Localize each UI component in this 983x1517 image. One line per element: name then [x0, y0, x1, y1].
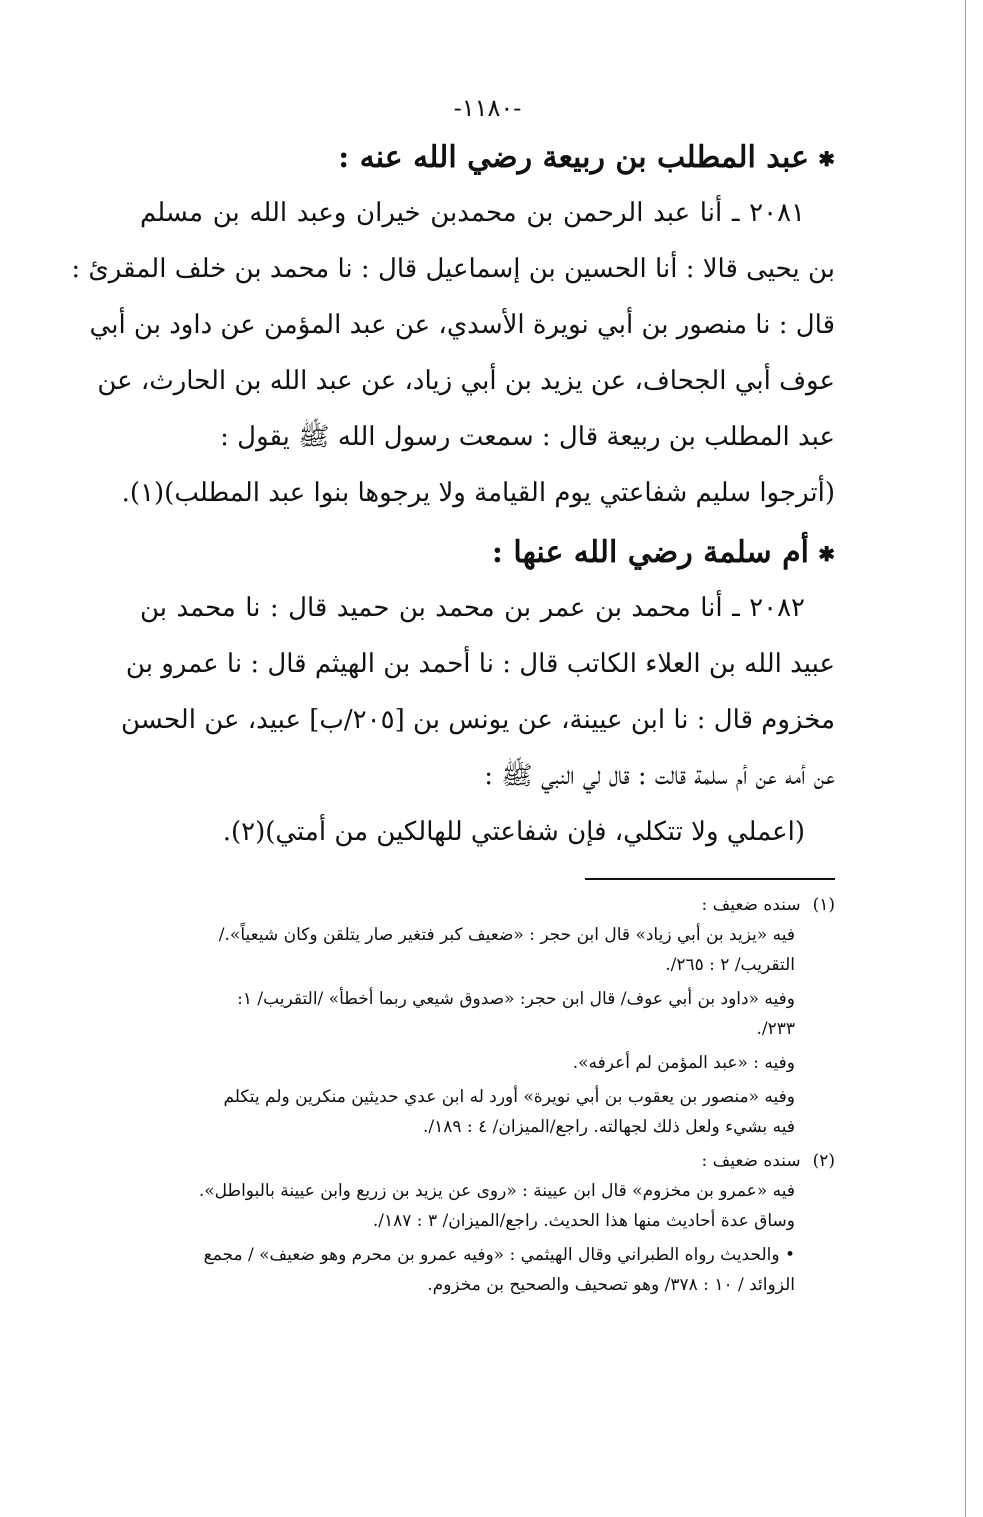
hadith-line: عن أمه عن أم سلمة قالت : قال لي النبي ﷺ :	[484, 761, 835, 791]
footnote-line: وساق عدة أحاديث منها هذا الحديث. راجع/الميزان/ ٣ : ١٨٧/.	[372, 1211, 795, 1231]
hadith-line: قال : نا منصور بن أبي نويرة الأسدي، عن عبد المؤمن عن داود بن أبي	[89, 310, 835, 340]
footnote-line: • والحديث رواه الطبراني وقال الهيثمي : «وفيه عمرو بن محرم وهو ضعيف» / مجمع	[203, 1245, 795, 1265]
footnote-line: التقريب/ ٢ : ٢٦٥/.	[665, 955, 795, 975]
hadith-line: ٢٠٨٢ ـ أنا محمد بن عمر بن محمد بن حميد قال : نا محمد بن	[140, 593, 805, 623]
bullet-star-icon: ✱	[818, 542, 835, 566]
footnote-line: فيه بشيء ولعل ذلك لجهالته. راجع/الميزان/ ٤ : ١٨٩/.	[422, 1117, 795, 1137]
footnote-line: وفيه «منصور بن يعقوب بن أبي نويرة» أورد له ابن عدي حديثين منكرين ولم يتكلم	[223, 1087, 795, 1107]
section-heading-text: أم سلمة رضي الله عنها :	[491, 535, 809, 570]
footnote-line: الزوائد / ١٠ : ٣٧٨/ وهو تصحيف والصحيح بن مخزوم.	[427, 1275, 795, 1295]
footnote-2	[140, 1146, 835, 1300]
hadith-line: عبد المطلب بن ربيعة قال : سمعت رسول الله ﷺ يقول :	[220, 422, 835, 452]
footnote-line: فيه «عمرو بن مخزوم» قال ابن عيينة : «روى عن يزيد بن زريع وابن عيينة بالبواطل».	[198, 1181, 795, 1201]
hadith-line: بن يحيى قالا : أنا الحسين بن إسماعيل قال : نا محمد بن خلف المقرئ :	[71, 254, 835, 284]
footnote-line: ٢٣٣/.	[756, 1019, 795, 1039]
hadith-quote-line: (اعملي ولا تتكلي، فإن شفاعتي للهالكين من أمتي)(٢).	[222, 817, 805, 847]
footnote-label: سنده ضعيف :	[701, 1151, 801, 1171]
section-umm-salama	[121, 527, 835, 860]
hadith-quote-line: (أترجوا سليم شفاعتي يوم القيامة ولا يرجوها بنوا عبد المطلب)(١).	[121, 478, 835, 508]
section-abd-al-muttalib	[71, 132, 835, 521]
footnote-line: وفيه : «عبد المؤمن لم أعرفه».	[572, 1053, 795, 1073]
footnote-line: وفيه «داود بن أبي عوف/ قال ابن حجر: «صدوق شيعي ربما أخطأ» /التقريب/ ١:	[237, 989, 795, 1009]
section-heading-text: عبد المطلب بن ربيعة رضي الله عنه :	[338, 140, 809, 175]
footnote-1	[140, 890, 835, 1142]
footnote-marker: (١)	[812, 895, 835, 915]
section-heading	[140, 132, 835, 185]
footnote-line: فيه «يزيد بن أبي زياد» قال ابن حجر : «ضعيف كبر فتغير صار يتلقن وكان شيعياً»./	[218, 925, 795, 945]
section-heading	[140, 527, 835, 580]
book-page	[71, 88, 835, 1300]
hadith-line: ٢٠٨١ ـ أنا عبد الرحمن بن محمدبن خيران وعبد الله بن مسلم	[140, 198, 805, 228]
footnote-header	[140, 1146, 835, 1176]
footnote-separator	[585, 878, 835, 880]
footnote-marker: (٢)	[812, 1151, 835, 1171]
hadith-line: عوف أبي الجحاف، عن يزيد بن أبي زياد، عن عبد الله بن الحارث، عن	[97, 366, 835, 396]
footnote-label: سنده ضعيف :	[701, 895, 801, 915]
page-number: -١١٨٠-	[453, 94, 522, 122]
scan-edge-line	[965, 0, 966, 1517]
hadith-line: عبيد الله بن العلاء الكاتب قال : نا أحمد بن الهيثم قال : نا عمرو بن	[125, 649, 835, 679]
bullet-star-icon: ✱	[818, 147, 835, 171]
footnote-header	[140, 890, 835, 920]
hadith-line: مخزوم قال : نا ابن عيينة، عن يونس بن [٢٠٥/ب] عبيد، عن الحسن	[121, 705, 835, 735]
